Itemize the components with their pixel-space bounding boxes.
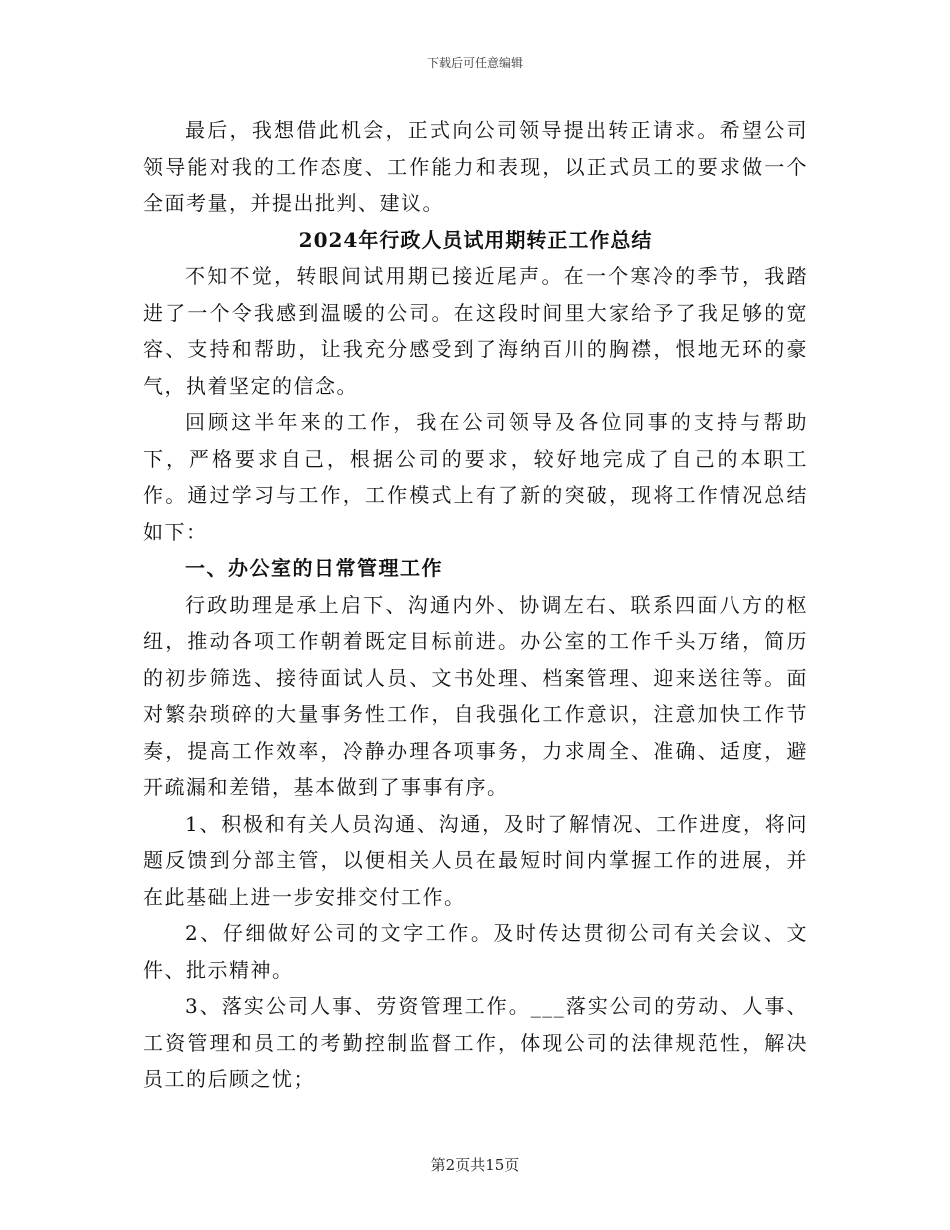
page-header: 下载后可任意编辑: [426, 56, 523, 70]
paragraph-item-1: 1、积极和有关人员沟通、沟通，及时了解情况、工作进度，将问题反馈到分部主管，以便相关人员在最短时间内掌握工作的进展，并在此基础上进一步安排交付工作。: [143, 811, 808, 909]
paragraph-item-3: 3、落实公司人事、劳资管理工作。___落实公司的劳动、人事、工资管理和员工的考勤控制监督工作，体现公司的法律规范性，解决员工的后顾之忧；: [143, 994, 808, 1091]
paragraph-review: 回顾这半年来的工作，我在公司领导及各位同事的支持与帮助下，严格要求自己，根据公司的要求，较好地完成了自己的本职工作。通过学习与工作，工作模式上有了新的突破，现将工作情况总结如下：: [143, 410, 808, 544]
section-heading-office-management: 一、办公室的日常管理工作: [185, 556, 443, 580]
paragraph-item-2: 2、仔细做好公司的文字工作。及时传达贯彻公司有关会议、文件、批示精神。: [143, 921, 808, 982]
paragraph-intro: 不知不觉，转眼间试用期已接近尾声。在一个寒冷的季节，我踏进了一个令我感到温暖的公司。在这段时间里大家给予了我足够的宽容、支持和帮助，让我充分感受到了海纳百川的胸襟，恨地无环的豪气，执着坚定的信念。: [143, 264, 808, 398]
document-body: [143, 112, 808, 1098]
paragraph-office-duties: 行政助理是承上启下、沟通内外、协调左右、联系四面八方的枢纽，推动各项工作朝着既定目标前进。办公室的工作千头万绪，简历的初步筛选、接待面试人员、文书处理、档案管理、迎来送往等。面对繁杂琐碎的大量事务性工作，自我强化工作意识，注意加快工作节奏，提高工作效率，冷静办理各项事务，力求周全、准确、适度，避开疏漏和差错，基本做到了事事有序。: [143, 592, 808, 799]
paragraph-closing-request: 最后，我想借此机会，正式向公司领导提出转正请求。希望公司领导能对我的工作态度、工作能力和表现，以正式员工的要求做一个全面考量，并提出批判、建议。: [143, 118, 808, 215]
document-title: 2024年行政人员试用期转正工作总结: [298, 227, 653, 252]
page-number: 第2页共15页: [430, 1156, 520, 1174]
